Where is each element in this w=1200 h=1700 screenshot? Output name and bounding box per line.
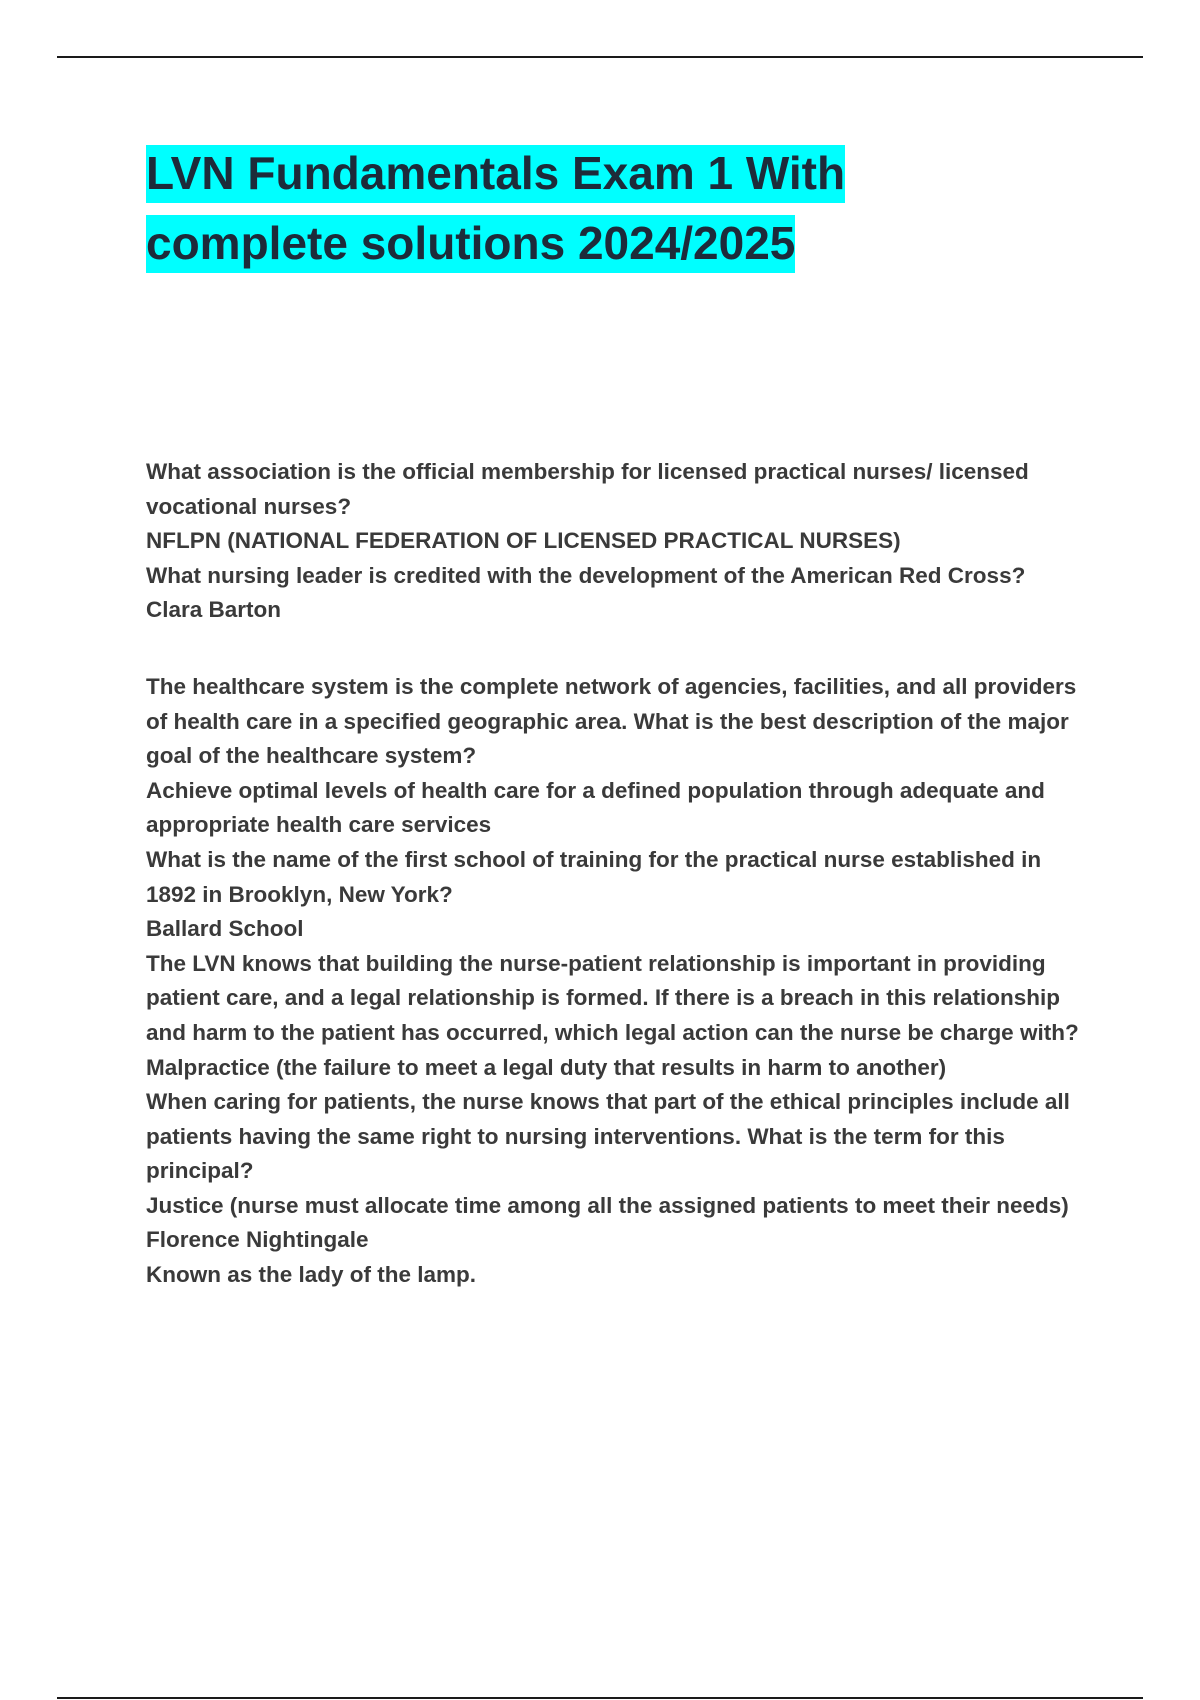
answer-7: Known as the lady of the lamp. [146,1262,477,1288]
answer-2: Clara Barton [146,597,282,623]
question-5: The LVN knows that building the nurse-patient relationship is important in providing patient care, and a legal relationship is formed. If there is a breach in this relationship and harm to the patient has occurred, which legal action can the nurse be charge with? [146,950,1079,1045]
bottom-rule [57,1697,1143,1699]
answer-4: Ballard School [146,916,304,942]
answer-3: Achieve optimal levels of health care for a defined population through adequate and appropriate health care services [146,777,1045,838]
title-line-1: LVN Fundamentals Exam 1 With [146,145,845,203]
qa-content [146,455,1091,1293]
question-3: The healthcare system is the complete network of agencies, facilities, and all providers of health care in a specified geographic area. What is the best description of the major goal of the healthcare system? [146,673,1077,769]
question-2: What nursing leader is credited with the development of the American Red Cross? [146,562,1026,588]
top-rule [57,56,1143,58]
question-6: When caring for patients, the nurse knows that part of the ethical principles include all patients having the same right to nursing interventions. What is the term for this principal? [146,1089,1070,1184]
answer-1: NFLPN (NATIONAL FEDERATION OF LICENSED PRACTICAL NURSES) [146,528,901,554]
question-4: What is the name of the first school of training for the practical nurse established in 1892 in Brooklyn, New York? [146,846,1042,907]
title-line-2: complete solutions 2024/2025 [146,215,795,273]
question-7: Florence Nightingale [146,1227,369,1253]
document-title [146,138,1076,278]
paragraph-gap [146,628,1091,670]
question-1: What association is the official membership for licensed practical nurses/ licensed vocational nurses? [146,459,1029,519]
answer-5: Malpractice (the failure to meet a legal duty that results in harm to another) [146,1054,947,1080]
answer-6: Justice (nurse must allocate time among all the assigned patients to meet their needs) [146,1192,1069,1218]
